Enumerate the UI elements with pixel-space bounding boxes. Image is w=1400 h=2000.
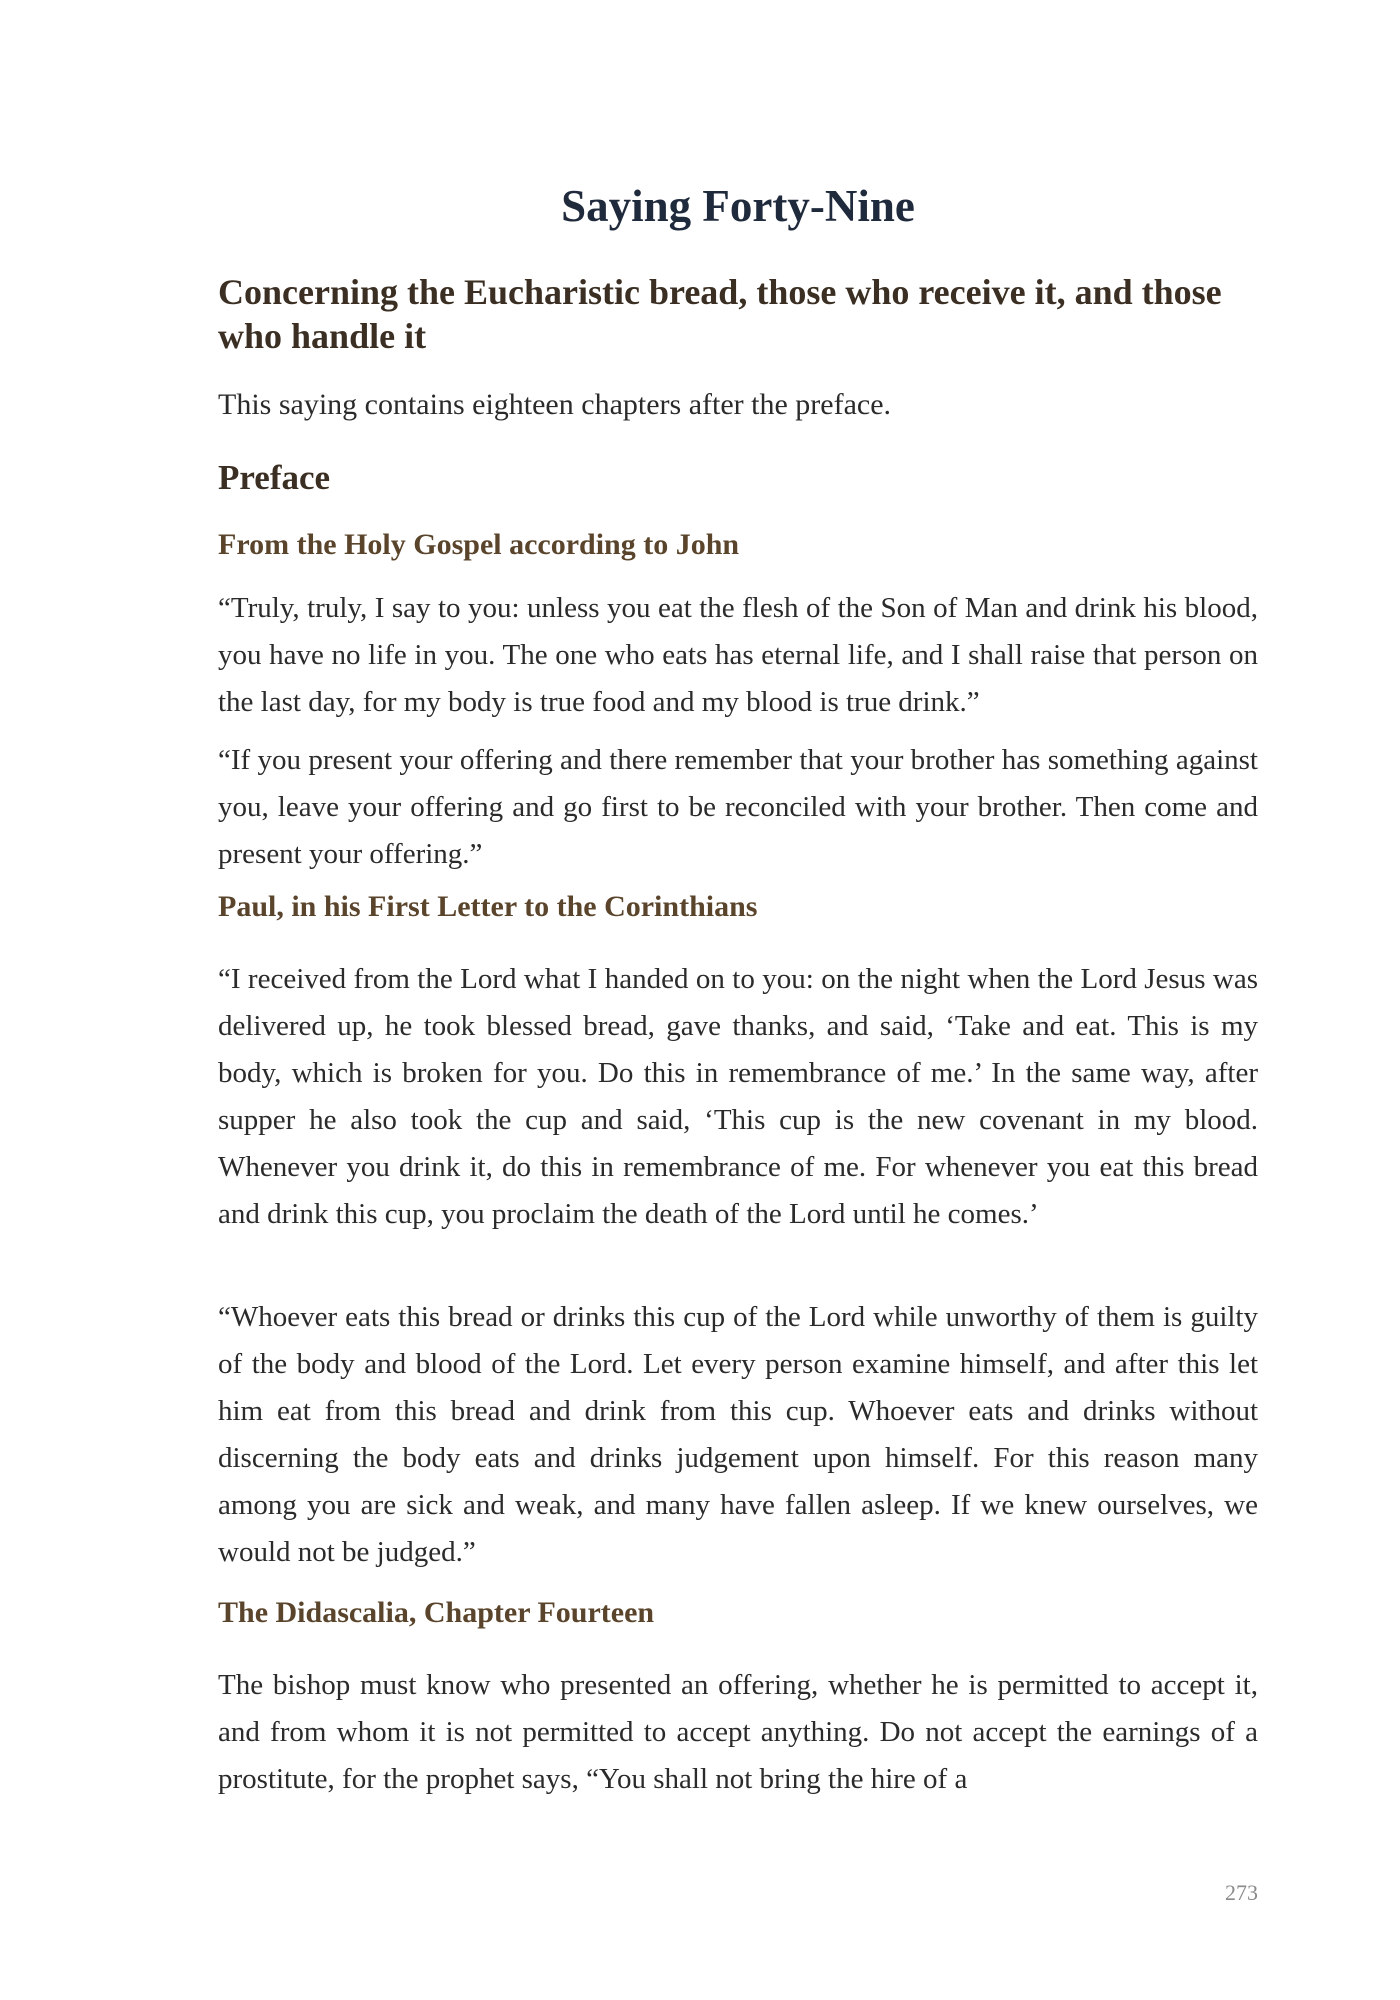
page-number: 273 bbox=[1225, 1880, 1258, 1905]
paragraph-john-2: “If you present your offering and there remember that your brother has something against you, leave your offering and go first to be reconciled with your brother. Then come and present your offering.” bbox=[218, 744, 1258, 870]
paragraph-corinthians-2: “Whoever eats this bread or drinks this cup of the Lord while unworthy of them is guilty of the body and blood of the Lord. Let every person examine himself, and after this let him eat from this bread and drink from this cup. Whoever eats and drinks without discerning the body eats and drinks judgement upon himself. For this reason many among you are sick and weak, and many have fallen asleep. If we knew ourselves, we would not be judged.” bbox=[218, 1301, 1258, 1568]
paragraph-didascalia-1: The bishop must know who presented an offering, whether he is permitted to accept it, and from whom it is not permitted to accept anything. Do not accept the earnings of a prostitute, for the prophet says, “You shall not bring the hire of a bbox=[218, 1669, 1258, 1795]
intro-text: This saying contains eighteen chapters after the preface. bbox=[218, 388, 892, 421]
preface-heading: Preface bbox=[218, 458, 331, 497]
paragraph-john-1: “Truly, truly, I say to you: unless you eat the flesh of the Son of Man and drink his blood, you have no life in you. The one who eats has eternal life, and I shall raise that person on the last day, for my body is true food and my blood is true drink.” bbox=[218, 592, 1258, 718]
page-subtitle: Concerning the Eucharistic bread, those who receive it, and those who handle it bbox=[218, 272, 1222, 356]
section-heading-didascalia: The Didascalia, Chapter Fourteen bbox=[218, 1596, 655, 1629]
paragraph-corinthians-1: “I received from the Lord what I handed on to you: on the night when the Lord Jesus was delivered up, he took blessed bread, gave thanks, and said, ‘Take and eat. This is my body, which is broken for you. Do this in remembrance of me.’ In the same way, after supper he also took the cup and said, ‘This cup is the new covenant in my blood. Whenever you drink it, do this in remembrance of me. For whenever you eat this bread and drink this cup, you proclaim the death of the Lord until he comes.’ bbox=[218, 963, 1258, 1230]
book-page bbox=[218, 0, 1258, 2000]
page-title: Saying Forty-Nine bbox=[561, 181, 915, 231]
section-heading-corinthians: Paul, in his First Letter to the Corinthians bbox=[218, 890, 758, 923]
section-heading-john: From the Holy Gospel according to John bbox=[218, 528, 740, 561]
